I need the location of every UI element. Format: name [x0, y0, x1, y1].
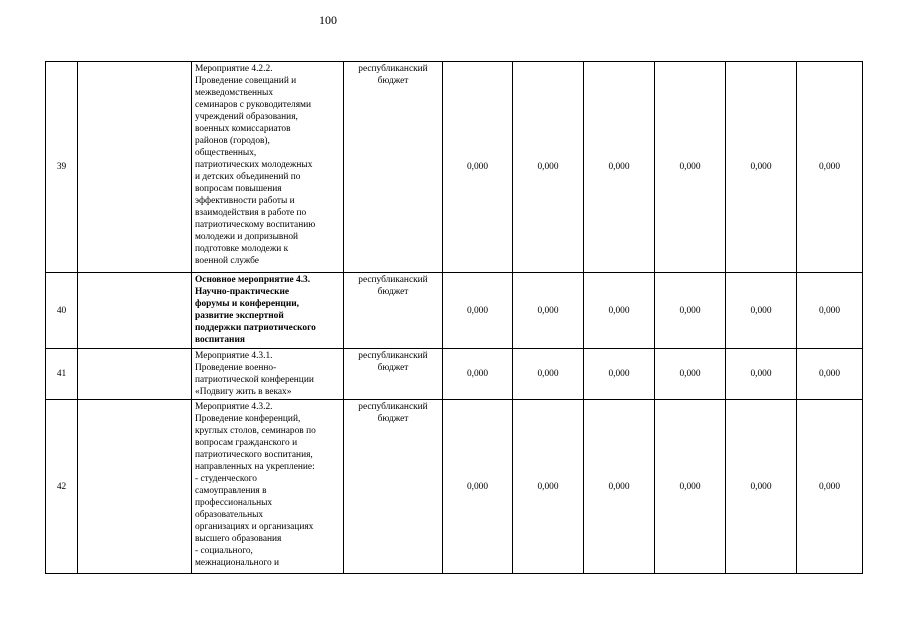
- value-cell: 0,000: [513, 62, 584, 273]
- value-cell: 0,000: [513, 400, 584, 574]
- activity-description: Основное мероприятие 4.3. Научно-практические форумы и конференции, развитие экспертной поддержки патриотического воспитания: [192, 273, 344, 349]
- activity-description: Мероприятие 4.2.2. Проведение совещаний и межведомственных семинаров с руководителями учреждений образования, военных комиссариатов районов (городов), общественных, патриотических молодежных и детских объединений по вопросам повышения эффективности работы и взаимодействия в работе по патриотическому воспитанию молодежи и допризывной подготовке молодежи к военной службе: [192, 62, 344, 273]
- value-cell: 0,000: [797, 273, 863, 349]
- value-cell: 0,000: [443, 62, 513, 273]
- value-cell: 0,000: [726, 273, 797, 349]
- responsible-cell: [78, 62, 192, 273]
- budget-table: [45, 61, 863, 574]
- value-cell: 0,000: [513, 273, 584, 349]
- value-cell: 0,000: [584, 62, 655, 273]
- value-cell: 0,000: [443, 349, 513, 400]
- value-cell: 0,000: [584, 273, 655, 349]
- value-cell: 0,000: [513, 349, 584, 400]
- row-number: 42: [46, 400, 78, 574]
- responsible-cell: [78, 400, 192, 574]
- funding-source: республиканский бюджет: [344, 62, 443, 273]
- value-cell: 0,000: [726, 349, 797, 400]
- value-cell: 0,000: [443, 400, 513, 574]
- table-row: [46, 273, 863, 349]
- row-number: 41: [46, 349, 78, 400]
- value-cell: 0,000: [655, 349, 726, 400]
- funding-source: республиканский бюджет: [344, 273, 443, 349]
- table-row: [46, 349, 863, 400]
- page-number: 100: [319, 13, 337, 27]
- value-cell: 0,000: [655, 400, 726, 574]
- row-number: 39: [46, 62, 78, 273]
- value-cell: 0,000: [726, 62, 797, 273]
- activity-description: Мероприятие 4.3.2. Проведение конференций, круглых столов, семинаров по вопросам гражданского и патриотического воспитания, направленных на укрепление: - студенческого самоуправления в профессиональных образовательных организациях и организациях высшего образования - социального, межнационального и: [192, 400, 344, 574]
- responsible-cell: [78, 273, 192, 349]
- responsible-cell: [78, 349, 192, 400]
- value-cell: 0,000: [797, 62, 863, 273]
- table-row: [46, 62, 863, 273]
- value-cell: 0,000: [655, 62, 726, 273]
- value-cell: 0,000: [584, 400, 655, 574]
- row-number: 40: [46, 273, 78, 349]
- value-cell: 0,000: [443, 273, 513, 349]
- funding-source: республиканский бюджет: [344, 400, 443, 574]
- table-row: [46, 400, 863, 574]
- value-cell: 0,000: [797, 349, 863, 400]
- value-cell: 0,000: [797, 400, 863, 574]
- funding-source: республиканский бюджет: [344, 349, 443, 400]
- value-cell: 0,000: [726, 400, 797, 574]
- activity-description: Мероприятие 4.3.1. Проведение военно- патриотической конференции «Подвигу жить в веках»: [192, 349, 344, 400]
- value-cell: 0,000: [584, 349, 655, 400]
- value-cell: 0,000: [655, 273, 726, 349]
